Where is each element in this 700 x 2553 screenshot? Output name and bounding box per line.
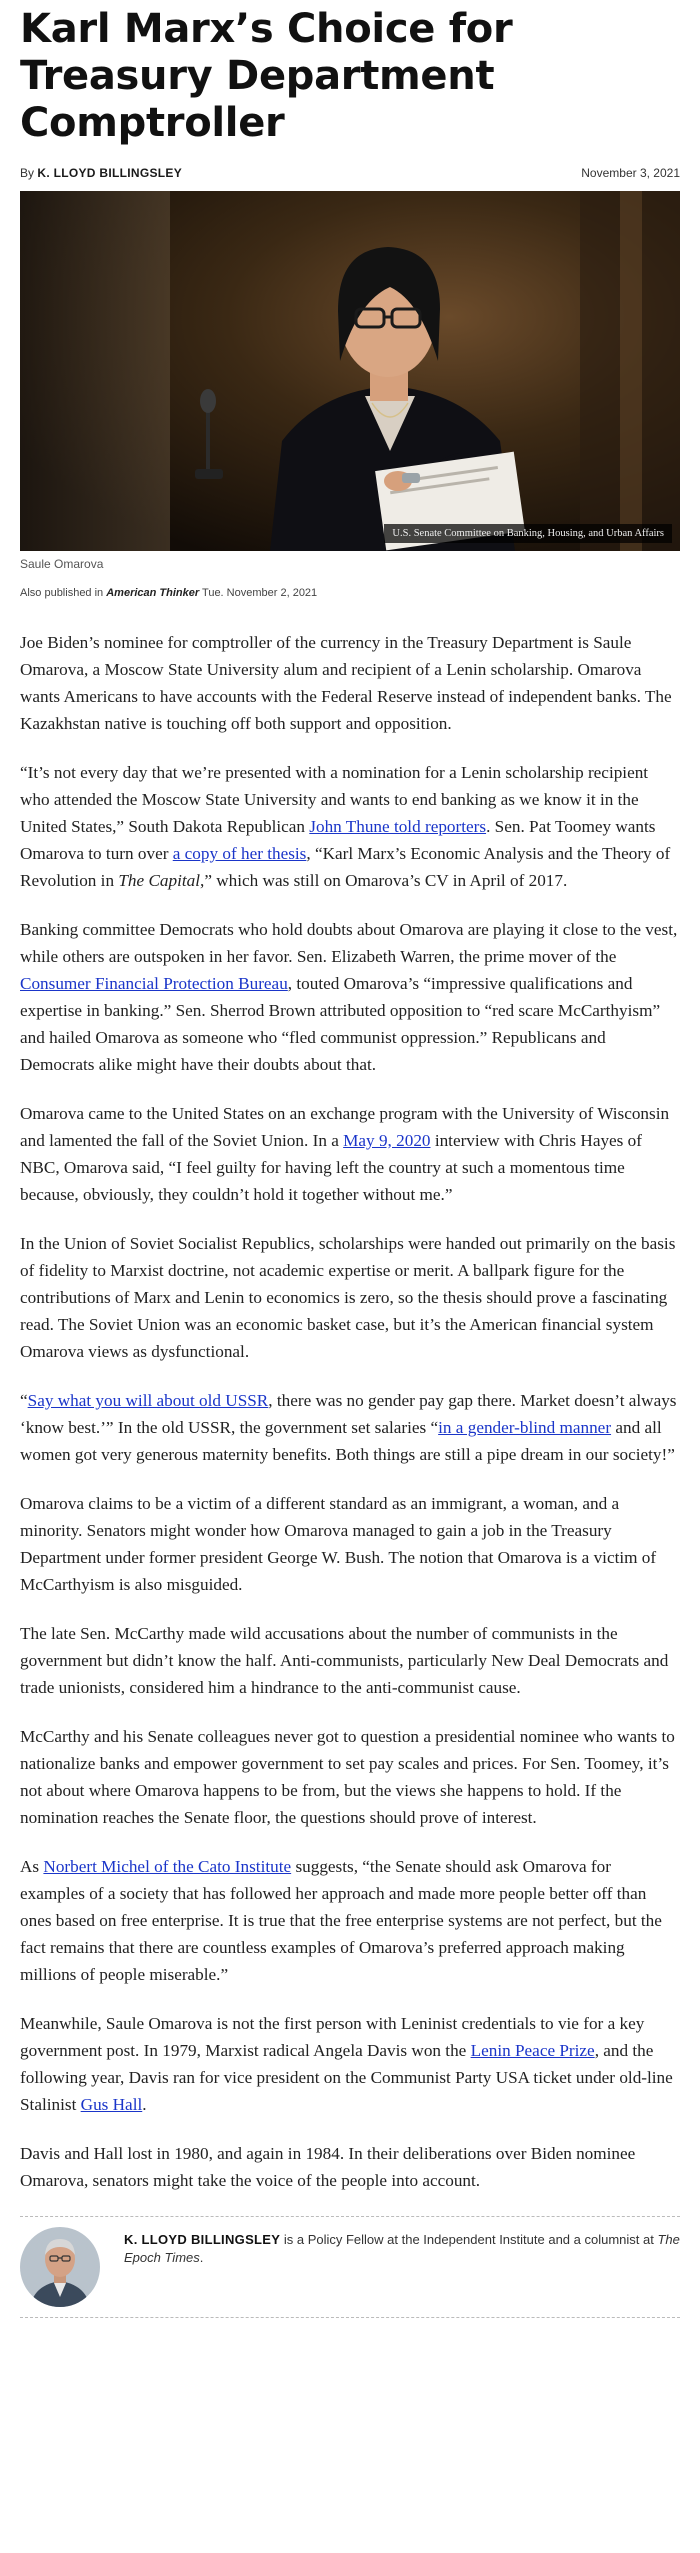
article-body	[20, 629, 680, 2194]
also-published-prefix: Also published in	[20, 587, 104, 599]
hero-photo-illustration	[20, 191, 680, 551]
paragraph-11-text-a: Meanwhile, Saule Omarova is not the first person with Leninist credentials to vie for a key government post. In 1979, Marxist radical Angela Davis won the	[20, 2014, 645, 2060]
paragraph-2-text-b: . Sen. Pat Toomey wants Omarova to turn over	[20, 817, 656, 863]
also-published-note	[20, 587, 680, 603]
bio-outlet: The Epoch Times	[124, 2232, 680, 2265]
link-gus-hall[interactable]: Gus Hall	[80, 2095, 143, 2114]
paragraph-12: Davis and Hall lost in 1980, and again in 1984. In their deliberations over Biden nominee Omarova, senators might take the voice of the people into account.	[20, 2144, 636, 2190]
paragraph-6-text-a: “	[20, 1391, 28, 1410]
also-published-outlet: American Thinker	[106, 587, 200, 599]
paragraph-3-text-a: Banking committee Democrats who hold doubts about Omarova are playing it close to the vest, while others are outspoken in her favor. Sen. Elizabeth Warren, the prime mover of the	[20, 920, 678, 966]
paragraph-5: In the Union of Soviet Socialist Republics, scholarships were handed out primarily on the basis of fidelity to Marxist doctrine, not academic expertise or merit. A ballpark figure for the contributions of Marx and Lenin to economics is zero, so the thesis should prove a fascinating read. The Soviet Union was an economic basket case, but it’s the American financial system Omarova views as dysfunctional.	[20, 1234, 676, 1361]
byline-prefix: By	[20, 166, 35, 180]
byline	[20, 163, 680, 183]
paragraph-3	[20, 916, 680, 1078]
bio-author-name[interactable]: K. LLOYD BILLINGSLEY	[124, 2232, 281, 2247]
link-lenin-peace-prize[interactable]: Lenin Peace Prize	[470, 2041, 595, 2060]
paragraph-2-text-a: “It’s not every day that we’re presented with a nomination for a Lenin scholarship recipient who attended the Moscow State University and wants to end banking as we know it in the United States,” South Dakota Republican	[20, 763, 649, 836]
image-credit: U.S. Senate Committee on Banking, Housing, and Urban Affairs	[384, 524, 672, 543]
also-published-date: Tue. November 2, 2021	[202, 587, 318, 599]
paragraph-7: Omarova claims to be a victim of a different standard as an immigrant, a woman, and a minority. Senators might wonder how Omarova managed to gain a job in the Treasury Department under former president George W. Bush. The notion that Omarova is a victim of McCarthyism is also misguided.	[20, 1494, 657, 1594]
author-link[interactable]: K. LLOYD BILLINGSLEY	[37, 166, 183, 180]
paragraph-2-text-d: ,” which was still on Omarova’s CV in April of 2017.	[200, 871, 568, 890]
author-portrait	[20, 2227, 100, 2307]
author-bio	[20, 2217, 680, 2317]
paragraph-11-text-c: .	[142, 2095, 147, 2114]
paragraph-11-text-b: , and the following year, Davis ran for vice president on the Communist Party USA ticket under old-line Stalinist	[20, 2041, 673, 2114]
link-norbert-michel[interactable]: Norbert Michel of the Cato Institute	[43, 1857, 292, 1876]
paragraph-1: Joe Biden’s nominee for comptroller of the currency in the Treasury Department is Saule Omarova, a Moscow State University alum and recipient of a Lenin scholarship. Omarova wants Americans to have accounts with the Federal Reserve instead of independent banks. The Kazakhstan native is touching off both support and opposition.	[20, 633, 672, 733]
paragraph-4-text-a: Omarova came to the United States on an exchange program with the University of Wisconsin and lamented the fall of the Soviet Union. In a	[20, 1104, 670, 1150]
paragraph-9: McCarthy and his Senate colleagues never got to question a presidential nominee who wants to nationalize banks and empower government to set pay scales and prices. For Sen. Toomey, it’s not about where Omarova happens to be from, but the views she happens to hold. If the nomination reaches the Senate floor, the questions should prove of interest.	[20, 1727, 675, 1827]
bio-text	[124, 2227, 680, 2267]
bio-end: .	[199, 2250, 204, 2265]
paragraph-6-text-b: , there was no gender pay gap there. Market doesn’t always ‘know best.’” In the old USSR, the government set salaries “	[20, 1391, 677, 1437]
paragraph-4	[20, 1100, 680, 1208]
link-cfpb[interactable]: Consumer Financial Protection Bureau	[20, 974, 288, 993]
hero-image	[20, 191, 680, 551]
paragraph-11	[20, 2010, 680, 2118]
article-title: Karl Marx’s Choice for Treasury Department Comptroller	[20, 6, 513, 146]
paragraph-6-text-c: and all women got very generous maternity benefits. Both things are still a pipe dream in our society!”	[20, 1418, 675, 1464]
avatar[interactable]	[20, 2227, 100, 2307]
paragraph-10	[20, 1853, 680, 1988]
link-gender-blind[interactable]: in a gender-blind manner	[438, 1418, 612, 1437]
publish-date: November 3, 2021	[581, 166, 680, 180]
paragraph-2-italic: The Capital	[118, 871, 201, 890]
byline-author-block	[20, 166, 182, 180]
link-interview-date[interactable]: May 9, 2020	[343, 1131, 431, 1150]
paragraph-6	[20, 1387, 680, 1468]
paragraph-2-text-c: , “Karl Marx’s Economic Analysis and the Theory of Revolution in	[20, 844, 671, 890]
bio-description: is a Policy Fellow at the Independent Institute and a columnist at	[280, 2232, 658, 2247]
image-caption: Saule Omarova	[20, 557, 104, 571]
paragraph-3-text-b: , touted Omarova’s “impressive qualifications and expertise in banking.” Sen. Sherrod Brown attributed opposition to “red scare McCarthyism” and hailed Omarova as someone who “fled communist oppression.” Republicans and Democrats alike might have their doubts about that.	[20, 974, 661, 1074]
paragraph-10-text-a: As	[20, 1857, 44, 1876]
paragraph-8: The late Sen. McCarthy made wild accusations about the number of communists in the government but didn’t know the half. Anti-communists, particularly New Deal Democrats and trade unionists, considered him a hindrance to the anti-communist cause.	[20, 1624, 669, 1697]
paragraph-4-text-b: interview with Chris Hayes of NBC, Omarova said, “I feel guilty for having left the country at such a momentous time because, obviously, they couldn’t hold it together without me.”	[20, 1131, 642, 1204]
link-old-ussr[interactable]: Say what you will about old USSR	[27, 1391, 269, 1410]
link-thesis-copy[interactable]: a copy of her thesis	[172, 844, 307, 863]
paragraph-2	[20, 759, 680, 894]
link-john-thune[interactable]: John Thune told reporters	[309, 817, 487, 836]
bio-divider-bottom	[20, 2317, 680, 2318]
paragraph-10-text-b: suggests, “the Senate should ask Omarova for examples of a society that has followed her approach and made more people better off than ones based on free enterprise. It is true that the free enterprise systems are not perfect, but the fact remains that there are countless examples of Omarova’s preferred approach making millions of people miserable.”	[20, 1857, 662, 1984]
